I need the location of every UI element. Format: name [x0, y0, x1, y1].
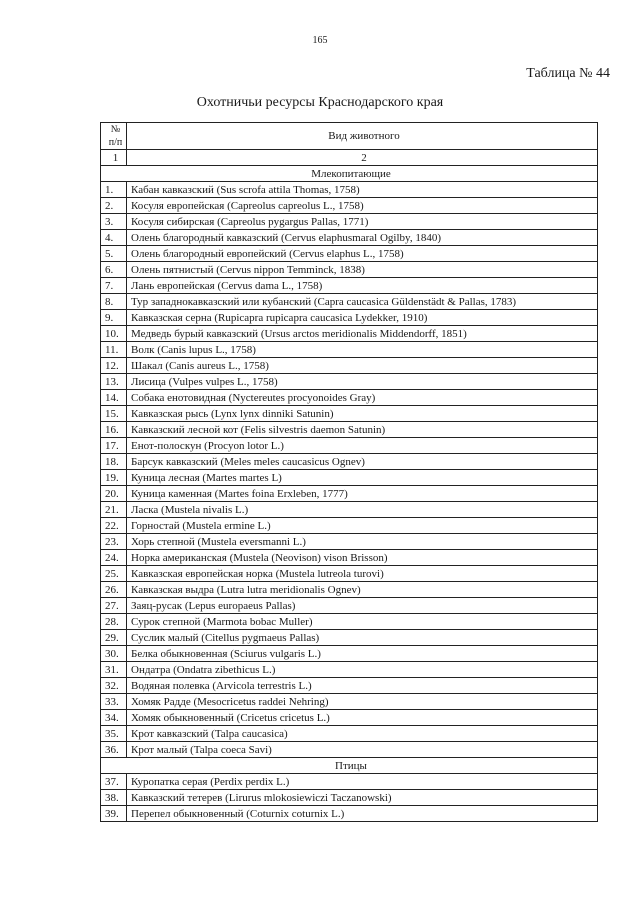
species-name: Медведь бурый кавказский (Ursus arctos meridionalis Middendorff, 1851)	[127, 326, 598, 342]
row-number: 9.	[101, 310, 127, 326]
table-row	[101, 518, 598, 534]
row-number: 35.	[101, 726, 127, 742]
column-number-1: 1	[101, 150, 127, 166]
row-number: 34.	[101, 710, 127, 726]
section-row	[101, 166, 598, 182]
document-title: Охотничьи ресурсы Краснодарского края	[196, 95, 444, 110]
species-name: Куропатка серая (Perdix perdix L.)	[127, 774, 598, 790]
table-row	[101, 198, 598, 214]
table-row	[101, 214, 598, 230]
species-name: Собака енотовидная (Nyctereutes procyonoides Gray)	[127, 390, 598, 406]
species-name: Косуля европейская (Capreolus capreolus L., 1758)	[127, 198, 598, 214]
row-number: 27.	[101, 598, 127, 614]
row-number: 4.	[101, 230, 127, 246]
species-name: Ласка (Mustela nivalis L.)	[127, 502, 598, 518]
species-name: Олень пятнистый (Cervus nippon Temminck, 1838)	[127, 262, 598, 278]
row-number: 29.	[101, 630, 127, 646]
species-name: Волк (Canis lupus L., 1758)	[127, 342, 598, 358]
row-number: 24.	[101, 550, 127, 566]
table-row	[101, 182, 598, 198]
species-name: Олень благородный кавказский (Cervus elaphusmaral Ogilby, 1840)	[127, 230, 598, 246]
table-row	[101, 774, 598, 790]
row-number: 14.	[101, 390, 127, 406]
table-row	[101, 806, 598, 822]
species-name: Барсук кавказский (Meles meles caucasicus Ognev)	[127, 454, 598, 470]
species-name: Кавказская серна (Rupicapra rupicapra caucasica Lydekker, 1910)	[127, 310, 598, 326]
row-number: 36.	[101, 742, 127, 758]
row-number: 8.	[101, 294, 127, 310]
species-name: Хорь степной (Mustela eversmanni L.)	[127, 534, 598, 550]
table-row	[101, 550, 598, 566]
species-name: Крот малый (Talpa coeca Savi)	[127, 742, 598, 758]
table-row	[101, 326, 598, 342]
table-row	[101, 406, 598, 422]
table-row	[101, 790, 598, 806]
table-row	[101, 310, 598, 326]
row-number: 39.	[101, 806, 127, 822]
table-row	[101, 662, 598, 678]
table-body	[101, 166, 598, 822]
row-number: 18.	[101, 454, 127, 470]
table-row	[101, 502, 598, 518]
header-number	[101, 123, 127, 150]
species-name: Тур западнокавказский или кубанский (Capra caucasica Güldenstädt & Pallas, 1783)	[127, 294, 598, 310]
row-number: 28.	[101, 614, 127, 630]
table-row	[101, 262, 598, 278]
species-name: Косуля сибирская (Capreolus pygargus Pallas, 1771)	[127, 214, 598, 230]
row-number: 37.	[101, 774, 127, 790]
species-name: Шакал (Canis aureus L., 1758)	[127, 358, 598, 374]
table-row	[101, 710, 598, 726]
species-name: Водяная полевка (Arvicola terrestris L.)	[127, 678, 598, 694]
species-name: Заяц-русак (Lepus europaeus Pallas)	[127, 598, 598, 614]
species-name: Кавказская европейская норка (Mustela lutreola turovi)	[127, 566, 598, 582]
row-number: 30.	[101, 646, 127, 662]
table-row	[101, 470, 598, 486]
row-number: 7.	[101, 278, 127, 294]
species-name: Кавказская рысь (Lynx lynx dinniki Satunin)	[127, 406, 598, 422]
table-row	[101, 646, 598, 662]
header-number-line1: №	[110, 124, 121, 135]
species-name: Олень благородный европейский (Cervus elaphus L., 1758)	[127, 246, 598, 262]
column-number-2: 2	[127, 150, 598, 166]
table-row	[101, 246, 598, 262]
species-name: Крот кавказский (Talpa caucasica)	[127, 726, 598, 742]
row-number: 5.	[101, 246, 127, 262]
row-number: 21.	[101, 502, 127, 518]
column-numbers-row	[101, 150, 598, 166]
table-row	[101, 438, 598, 454]
row-number: 1.	[101, 182, 127, 198]
row-number: 25.	[101, 566, 127, 582]
species-name: Кавказская выдра (Lutra lutra meridionalis Ognev)	[127, 582, 598, 598]
row-number: 31.	[101, 662, 127, 678]
table-header-row	[101, 123, 598, 150]
species-name: Куница лесная (Martes martes L)	[127, 470, 598, 486]
table-row	[101, 566, 598, 582]
table-row	[101, 694, 598, 710]
row-number: 32.	[101, 678, 127, 694]
hunting-resources-table	[100, 122, 598, 822]
row-number: 11.	[101, 342, 127, 358]
table-row	[101, 598, 598, 614]
table-row	[101, 374, 598, 390]
species-name: Кабан кавказский (Sus scrofa attila Thomas, 1758)	[127, 182, 598, 198]
section-title: Птицы	[101, 758, 598, 774]
table-row	[101, 358, 598, 374]
table-label: Таблица № 44	[526, 66, 610, 81]
row-number: 22.	[101, 518, 127, 534]
row-number: 12.	[101, 358, 127, 374]
table-row	[101, 614, 598, 630]
species-name: Кавказский тетерев (Lirurus mlokosiewiczi Taczanowski)	[127, 790, 598, 806]
section-title: Млекопитающие	[101, 166, 598, 182]
row-number: 26.	[101, 582, 127, 598]
header-number-line2: п/п	[108, 137, 123, 148]
table-row	[101, 630, 598, 646]
table-row	[101, 342, 598, 358]
species-name: Белка обыкновенная (Sciurus vulgaris L.)	[127, 646, 598, 662]
species-name: Сурок степной (Marmota bobac Muller)	[127, 614, 598, 630]
table-row	[101, 726, 598, 742]
row-number: 20.	[101, 486, 127, 502]
species-name: Норка американская (Mustela (Neovison) vison Brisson)	[127, 550, 598, 566]
page-number: 165	[312, 35, 328, 46]
table-row	[101, 454, 598, 470]
row-number: 15.	[101, 406, 127, 422]
row-number: 16.	[101, 422, 127, 438]
table-row	[101, 422, 598, 438]
row-number: 38.	[101, 790, 127, 806]
species-name: Куница каменная (Martes foina Erxleben, 1777)	[127, 486, 598, 502]
row-number: 10.	[101, 326, 127, 342]
species-name: Енот-полоскун (Procyon lotor L.)	[127, 438, 598, 454]
section-row	[101, 758, 598, 774]
species-name: Хомяк обыкновенный (Cricetus cricetus L.)	[127, 710, 598, 726]
species-name: Суслик малый (Citellus pygmaeus Pallas)	[127, 630, 598, 646]
row-number: 23.	[101, 534, 127, 550]
species-name: Ондатра (Ondatra zibethicus L.)	[127, 662, 598, 678]
row-number: 2.	[101, 198, 127, 214]
table-row	[101, 230, 598, 246]
table-row	[101, 390, 598, 406]
row-number: 33.	[101, 694, 127, 710]
species-name: Лань европейская (Cervus dama L., 1758)	[127, 278, 598, 294]
table-row	[101, 294, 598, 310]
table-row	[101, 678, 598, 694]
species-name: Лисица (Vulpes vulpes L., 1758)	[127, 374, 598, 390]
table-row	[101, 534, 598, 550]
species-name: Горностай (Mustela ermine L.)	[127, 518, 598, 534]
header-species: Вид животного	[127, 123, 598, 150]
species-name: Кавказский лесной кот (Felis silvestris daemon Satunin)	[127, 422, 598, 438]
table-row	[101, 486, 598, 502]
table-row	[101, 742, 598, 758]
row-number: 6.	[101, 262, 127, 278]
row-number: 13.	[101, 374, 127, 390]
row-number: 19.	[101, 470, 127, 486]
table-row	[101, 582, 598, 598]
row-number: 3.	[101, 214, 127, 230]
species-name: Перепел обыкновенный (Coturnix coturnix L.)	[127, 806, 598, 822]
table-row	[101, 278, 598, 294]
species-name: Хомяк Радде (Mesocricetus raddei Nehring)	[127, 694, 598, 710]
row-number: 17.	[101, 438, 127, 454]
